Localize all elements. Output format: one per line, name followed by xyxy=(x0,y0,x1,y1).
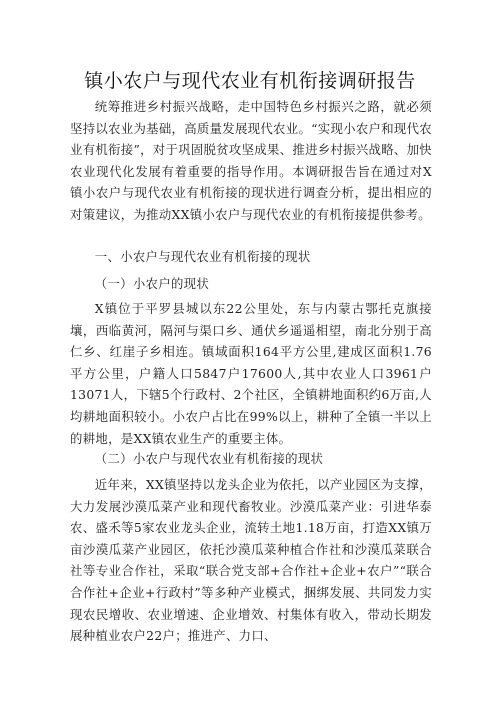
subsection-heading-2: （二）小农户与现代农业有机衔接的现状 xyxy=(94,451,324,466)
intro-paragraph: 统筹推进乡村振兴战略，走中国特色乡村振兴之路，就必须坚持以农业为基础，高质量发展现代农业。“实现小农户和现代农业有机衔接”，对于巩固脱贫攻坚成果、推进乡村振兴战略、加快农业现代化发展有着重要的指导作用。本调研报告旨在通过对X镇小农户与现代农业有机衔接的现状进行调查分析，提出相应的对策建议，为推动XX镇小农户与现代农业的有机衔接提供参考。 xyxy=(70,99,432,222)
subsection-2-paragraph: 近年来，XX镇坚持以龙头企业为依托，以产业园区为支撑，大力发展沙漠瓜菜产业和现代畜牧业。沙漠瓜菜产业：引进华泰农、盛禾等5家农业龙头企业，流转土地1.18万亩，打造XX镇万亩沙漠瓜菜产业园区，依托沙漠瓜菜种植合作社和沙漠瓜菜联合社等专业合作社，采取“联合党支部+合作社+企业+农户”“联合合作社+企业+行政村”等多种产业模式，捆绑发展、共同发力实现农民增收、农业增速、企业增效、村集体有收入，带动长期发展种植业农户22户；推进产、力口、 xyxy=(70,477,432,644)
page-title: 镇小农户与现代农业有机衔接调研报告 xyxy=(84,70,416,92)
subsection-1-paragraph: X镇位于平罗县城以东22公里处，东与内蒙古鄂托克旗接壤，西临黄河，隔河与渠口乡、通伏乡遥遥相望，南北分别于高仁乡、红崖子乡相连。镇域面积164平方公里,建成区面积1.76平方公里，户籍人口5847户17600人,其中农业人口3961户13071人，下辖5个行政村、2个社区，全镇耕地面积约6万亩,人均耕地面积较小。小农户占比在99%以上，耕种了全镇一半以上的耕地，是XX镇农业生产的重要主体。 xyxy=(70,301,432,446)
section-heading-1: 一、小农户与现代农业有机衔接的现状 xyxy=(94,249,311,264)
subsection-heading-1: （一）小农户的现状 xyxy=(94,276,210,291)
